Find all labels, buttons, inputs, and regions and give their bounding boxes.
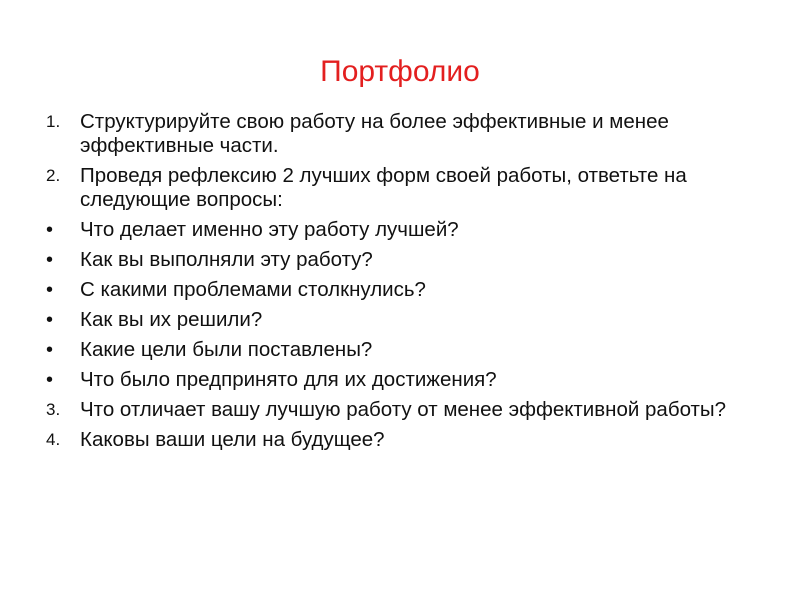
list-item-text: Проведя рефлексию 2 лучших форм своей работы, ответьте на следующие вопросы: bbox=[80, 164, 687, 211]
bullet-icon: • bbox=[46, 309, 54, 331]
list-item bbox=[46, 308, 766, 332]
list-item bbox=[46, 278, 766, 302]
list-item-text: Структурируйте свою работу на более эффективные и менее эффективные части. bbox=[80, 110, 669, 157]
slide-title: Портфолио bbox=[320, 55, 480, 88]
list-item-text: С какими проблемами столкнулись? bbox=[80, 278, 426, 301]
list-item-text: Как вы их решили? bbox=[80, 308, 263, 331]
list-item-text: Что было предпринято для их достижения? bbox=[80, 368, 497, 391]
list-item bbox=[46, 398, 766, 422]
list-item bbox=[46, 164, 766, 212]
list-item bbox=[46, 110, 766, 158]
list-item bbox=[46, 368, 766, 392]
list-item-text: Что отличает вашу лучшую работу от менее эффективной работы? bbox=[80, 398, 727, 421]
bullet-icon: • bbox=[46, 339, 54, 361]
bullet-icon: • bbox=[46, 249, 54, 271]
bullet-icon: • bbox=[46, 369, 54, 391]
list-item-text: Каковы ваши цели на будущее? bbox=[80, 428, 385, 451]
list-item bbox=[46, 218, 766, 242]
list-item bbox=[46, 248, 766, 272]
list-item-text: Что делает именно эту работу лучшей? bbox=[80, 218, 459, 241]
bullet-icon: • bbox=[46, 219, 54, 241]
list-number: 4. bbox=[46, 430, 61, 449]
list-number: 1. bbox=[46, 112, 61, 131]
slide-content bbox=[46, 110, 766, 458]
list-item bbox=[46, 338, 766, 362]
list-item-text: Какие цели были поставлены? bbox=[80, 338, 373, 361]
list-item-text: Как вы выполняли эту работу? bbox=[80, 248, 373, 271]
list-number: 2. bbox=[46, 166, 61, 185]
bullet-icon: • bbox=[46, 279, 54, 301]
list-number: 3. bbox=[46, 400, 61, 419]
list-item bbox=[46, 428, 766, 452]
